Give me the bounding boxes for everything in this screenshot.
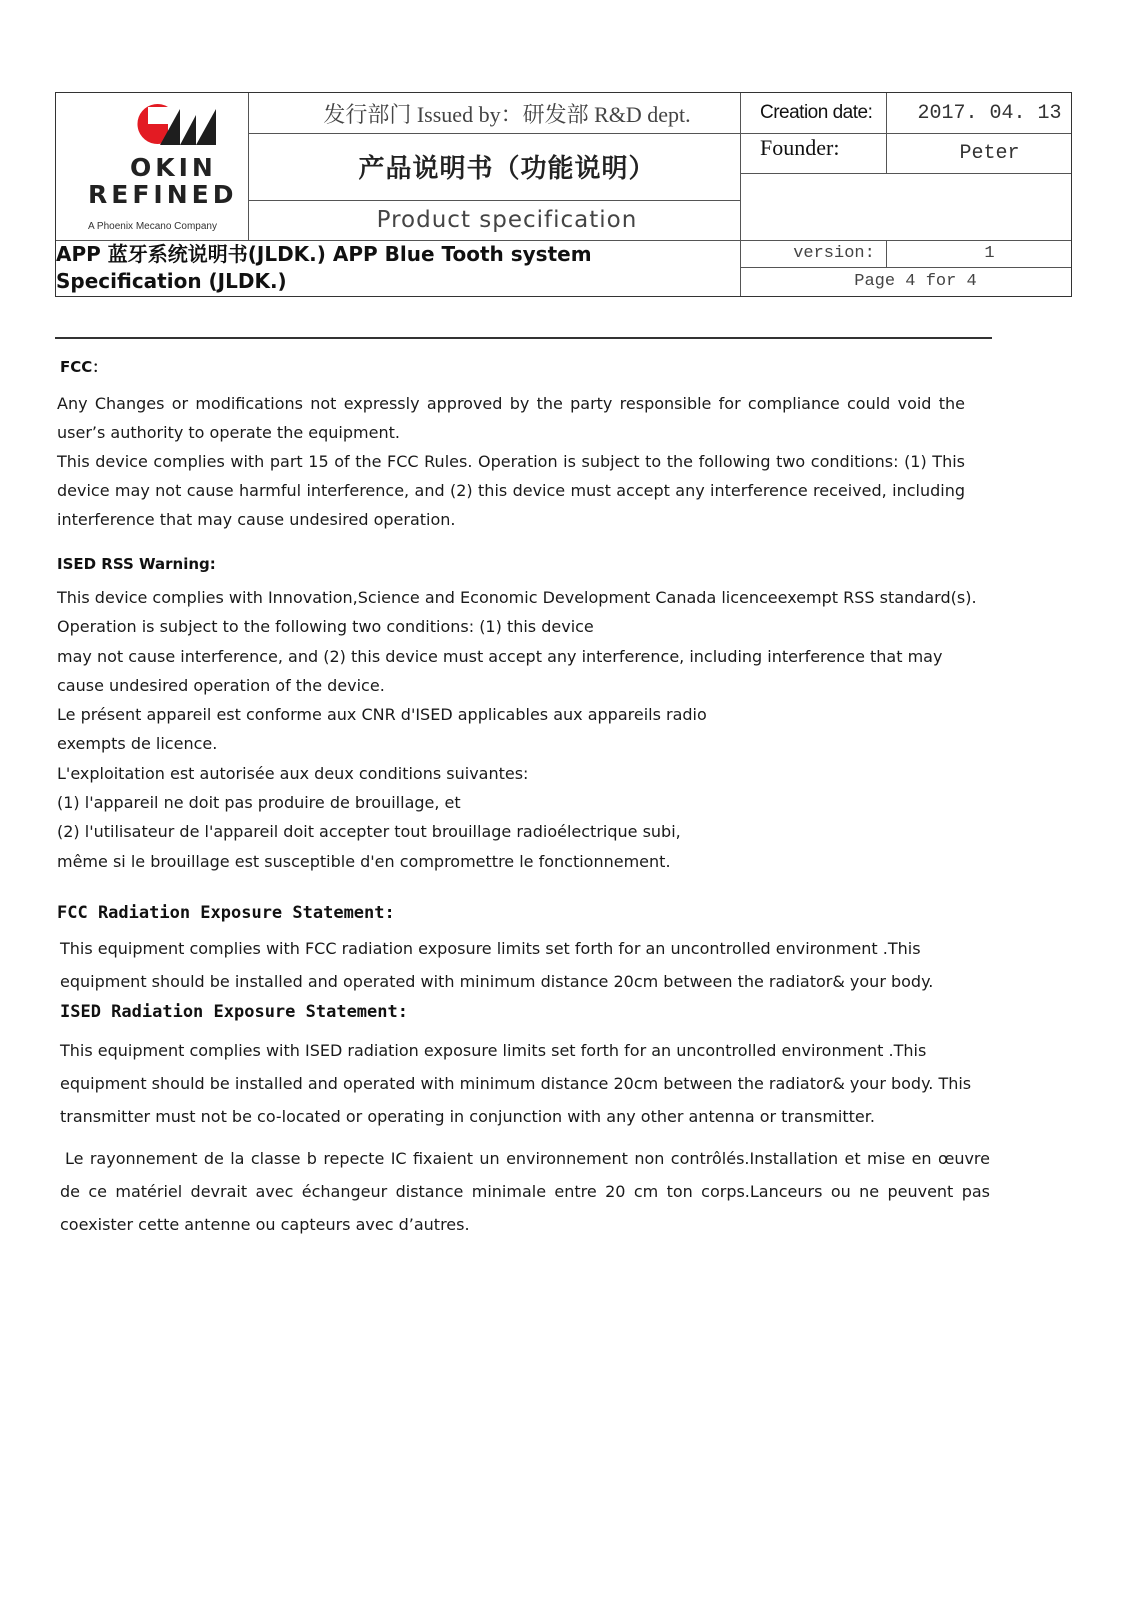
title-chinese: 产品说明书（功能说明） [358,154,656,184]
ised-line: exempts de licence. [57,734,218,754]
ised-rss-warning-label: ISED RSS Warning: [57,555,216,573]
fcc-radiation-text [60,932,990,998]
ised-line: This device complies with Innovation,Science and Economic Development Canada licenceexempt RSS standard(s). [57,588,977,607]
logo-refined-text: REFINED [88,180,238,209]
ised-line: cause undesired operation of the device. [57,675,385,695]
ised-line: (2) l'utilisateur de l'appareil doit accepter tout brouillage radioélectrique subi, [57,822,681,842]
founder-value: Peter [959,141,1020,165]
document-title-line1: APP 蓝牙系统说明书(JLDK.) APP Blue Tooth system [56,242,592,266]
page-number: Page 4 for 4 [854,272,977,291]
ised-line: (1) l'appareil ne doit pas produire de brouillage, et [57,793,461,813]
version-value: 1 [984,244,995,263]
ised-radiation-text [60,1034,990,1133]
ised-line: L'exploitation est autorisée aux deux conditions suivantes: [57,763,529,783]
issued-by: 发行部门 Issued by：研发部 R&D dept. [323,101,691,127]
fcc-paragraph-2: This device complies with part 15 of the FCC Rules. Operation is subject to the following two conditions: (1) This device may not cause harmful interference, and (2) this device must accept any interference received, including interference that may cause undesired operation. [57,452,965,529]
okin-logo-mark-icon [56,93,254,153]
divider [55,337,992,339]
ised-line: may not cause interference, and (2) this device must accept any interference, including interference that may [57,646,943,666]
ised-line: Le présent appareil est conforme aux CNR d'ISED applicables aux appareils radio [57,705,707,725]
version-label: version: [793,244,875,263]
header-table [55,92,1072,297]
ised-radiation-line: This equipment complies with ISED radiation exposure limits set forth for an uncontrolled environment .This [60,1041,927,1060]
creation-date-value: 2017. 04. 13 [917,101,1062,125]
company-logo [56,93,254,240]
fcc-radiation-line: This equipment complies with FCC radiation exposure limits set forth for an uncontrolled environment .This [60,939,921,958]
logo-okin-text: OKIN [130,153,217,182]
creation-date-label: Creation date: [760,102,873,123]
document-title-line2: Specification (JLDK.) [56,269,287,293]
ised-radiation-line: equipment should be installed and operated with minimum distance 20cm between the radiator& your body. This [60,1074,972,1093]
ised-radiation-line: transmitter must not be co-located or operating in conjunction with any other antenna or transmitter. [60,1107,875,1126]
ised-radiation-french: Le rayonnement de la classe b repecte IC fixaient un environnement non contrôlés.Installation et mise en œuvre de ce matériel devrait avec échangeur distance minimale entre 20 cm ton corps.Lanceurs ou ne peuvent pas coexister cette antenne ou capteurs avec d’autres. [60,1149,990,1234]
founder-label: Founder: [760,135,840,160]
fcc-label: FCC： [60,358,108,376]
fcc-paragraph-1: Any Changes or modifications not expressly approved by the party responsible for compliance could void the user’s authority to operate the equipment. [57,394,965,442]
ised-line: même si le brouillage est susceptible d'en compromettre le fonctionnement. [57,851,671,871]
ised-rss-warning-text [57,583,987,876]
fcc-radiation-heading: FCC Radiation Exposure Statement: [57,903,395,923]
logo-tagline: A Phoenix Mecano Company [88,221,217,232]
fcc-radiation-line: equipment should be installed and operated with minimum distance 20cm between the radiator& your body. [60,972,934,991]
document-title [56,240,760,298]
ised-line: Operation is subject to the following two conditions: (1) this device [57,617,594,637]
title-english: Product specification [376,207,638,233]
ised-radiation-heading: ISED Radiation Exposure Statement: [60,1002,408,1022]
